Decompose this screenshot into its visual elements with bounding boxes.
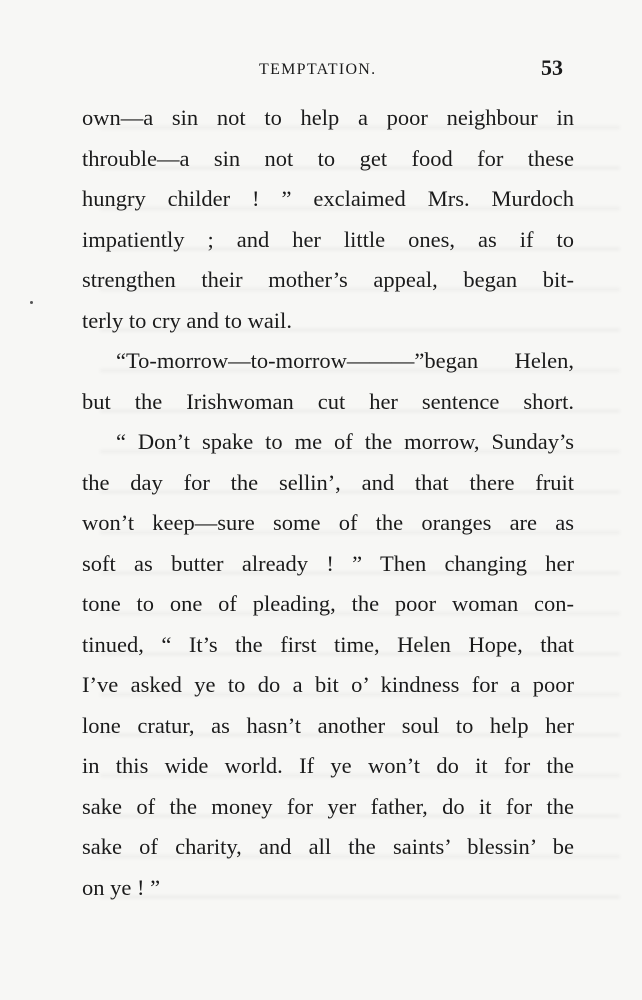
- text-line: “To-morrow—to-morrow———”began Helen,: [116, 348, 574, 373]
- text-line: impatiently ; and her little ones, as if to: [82, 226, 574, 252]
- body-text: [82, 104, 574, 914]
- text-line: “ Don’t spake to me of the morrow, Sunday’s: [116, 429, 574, 454]
- text-line: tinued, “ It’s the first time, Helen Hope, that: [82, 631, 574, 657]
- text-line: I’ve asked ye to do a bit o’ kindness for a poor: [82, 672, 574, 697]
- text-line: the day for the sellin’, and that there fruit: [82, 469, 574, 495]
- text-line: hungry childer ! ” exclaimed Mrs. Murdoch: [82, 186, 574, 211]
- text-line: terly to cry and to wail.: [82, 307, 292, 333]
- text-line: throuble—a sin not to get food for these: [82, 145, 574, 171]
- page-header: [0, 55, 642, 85]
- running-head: TEMPTATION.: [259, 61, 377, 78]
- text-line: in this wide world. If ye won’t do it for the: [82, 753, 574, 778]
- ink-speck: [30, 301, 33, 304]
- text-line: sake of the money for yer father, do it for the: [82, 793, 574, 819]
- text-line: on ye ! ”: [82, 874, 161, 900]
- text-line: strengthen their mother’s appeal, began bit-: [82, 267, 574, 292]
- page-number: 53: [541, 55, 563, 80]
- text-line: soft as butter already ! ” Then changing her: [82, 550, 574, 576]
- text-line: but the Irishwoman cut her sentence short.: [82, 388, 574, 414]
- text-line: sake of charity, and all the saints’ blessin’ be: [82, 834, 574, 859]
- text-line: lone cratur, as hasn’t another soul to help her: [82, 712, 574, 738]
- text-line: won’t keep—sure some of the oranges are as: [82, 510, 574, 535]
- text-line: tone to one of pleading, the poor woman con-: [82, 591, 574, 616]
- text-line: own—a sin not to help a poor neighbour in: [82, 105, 574, 130]
